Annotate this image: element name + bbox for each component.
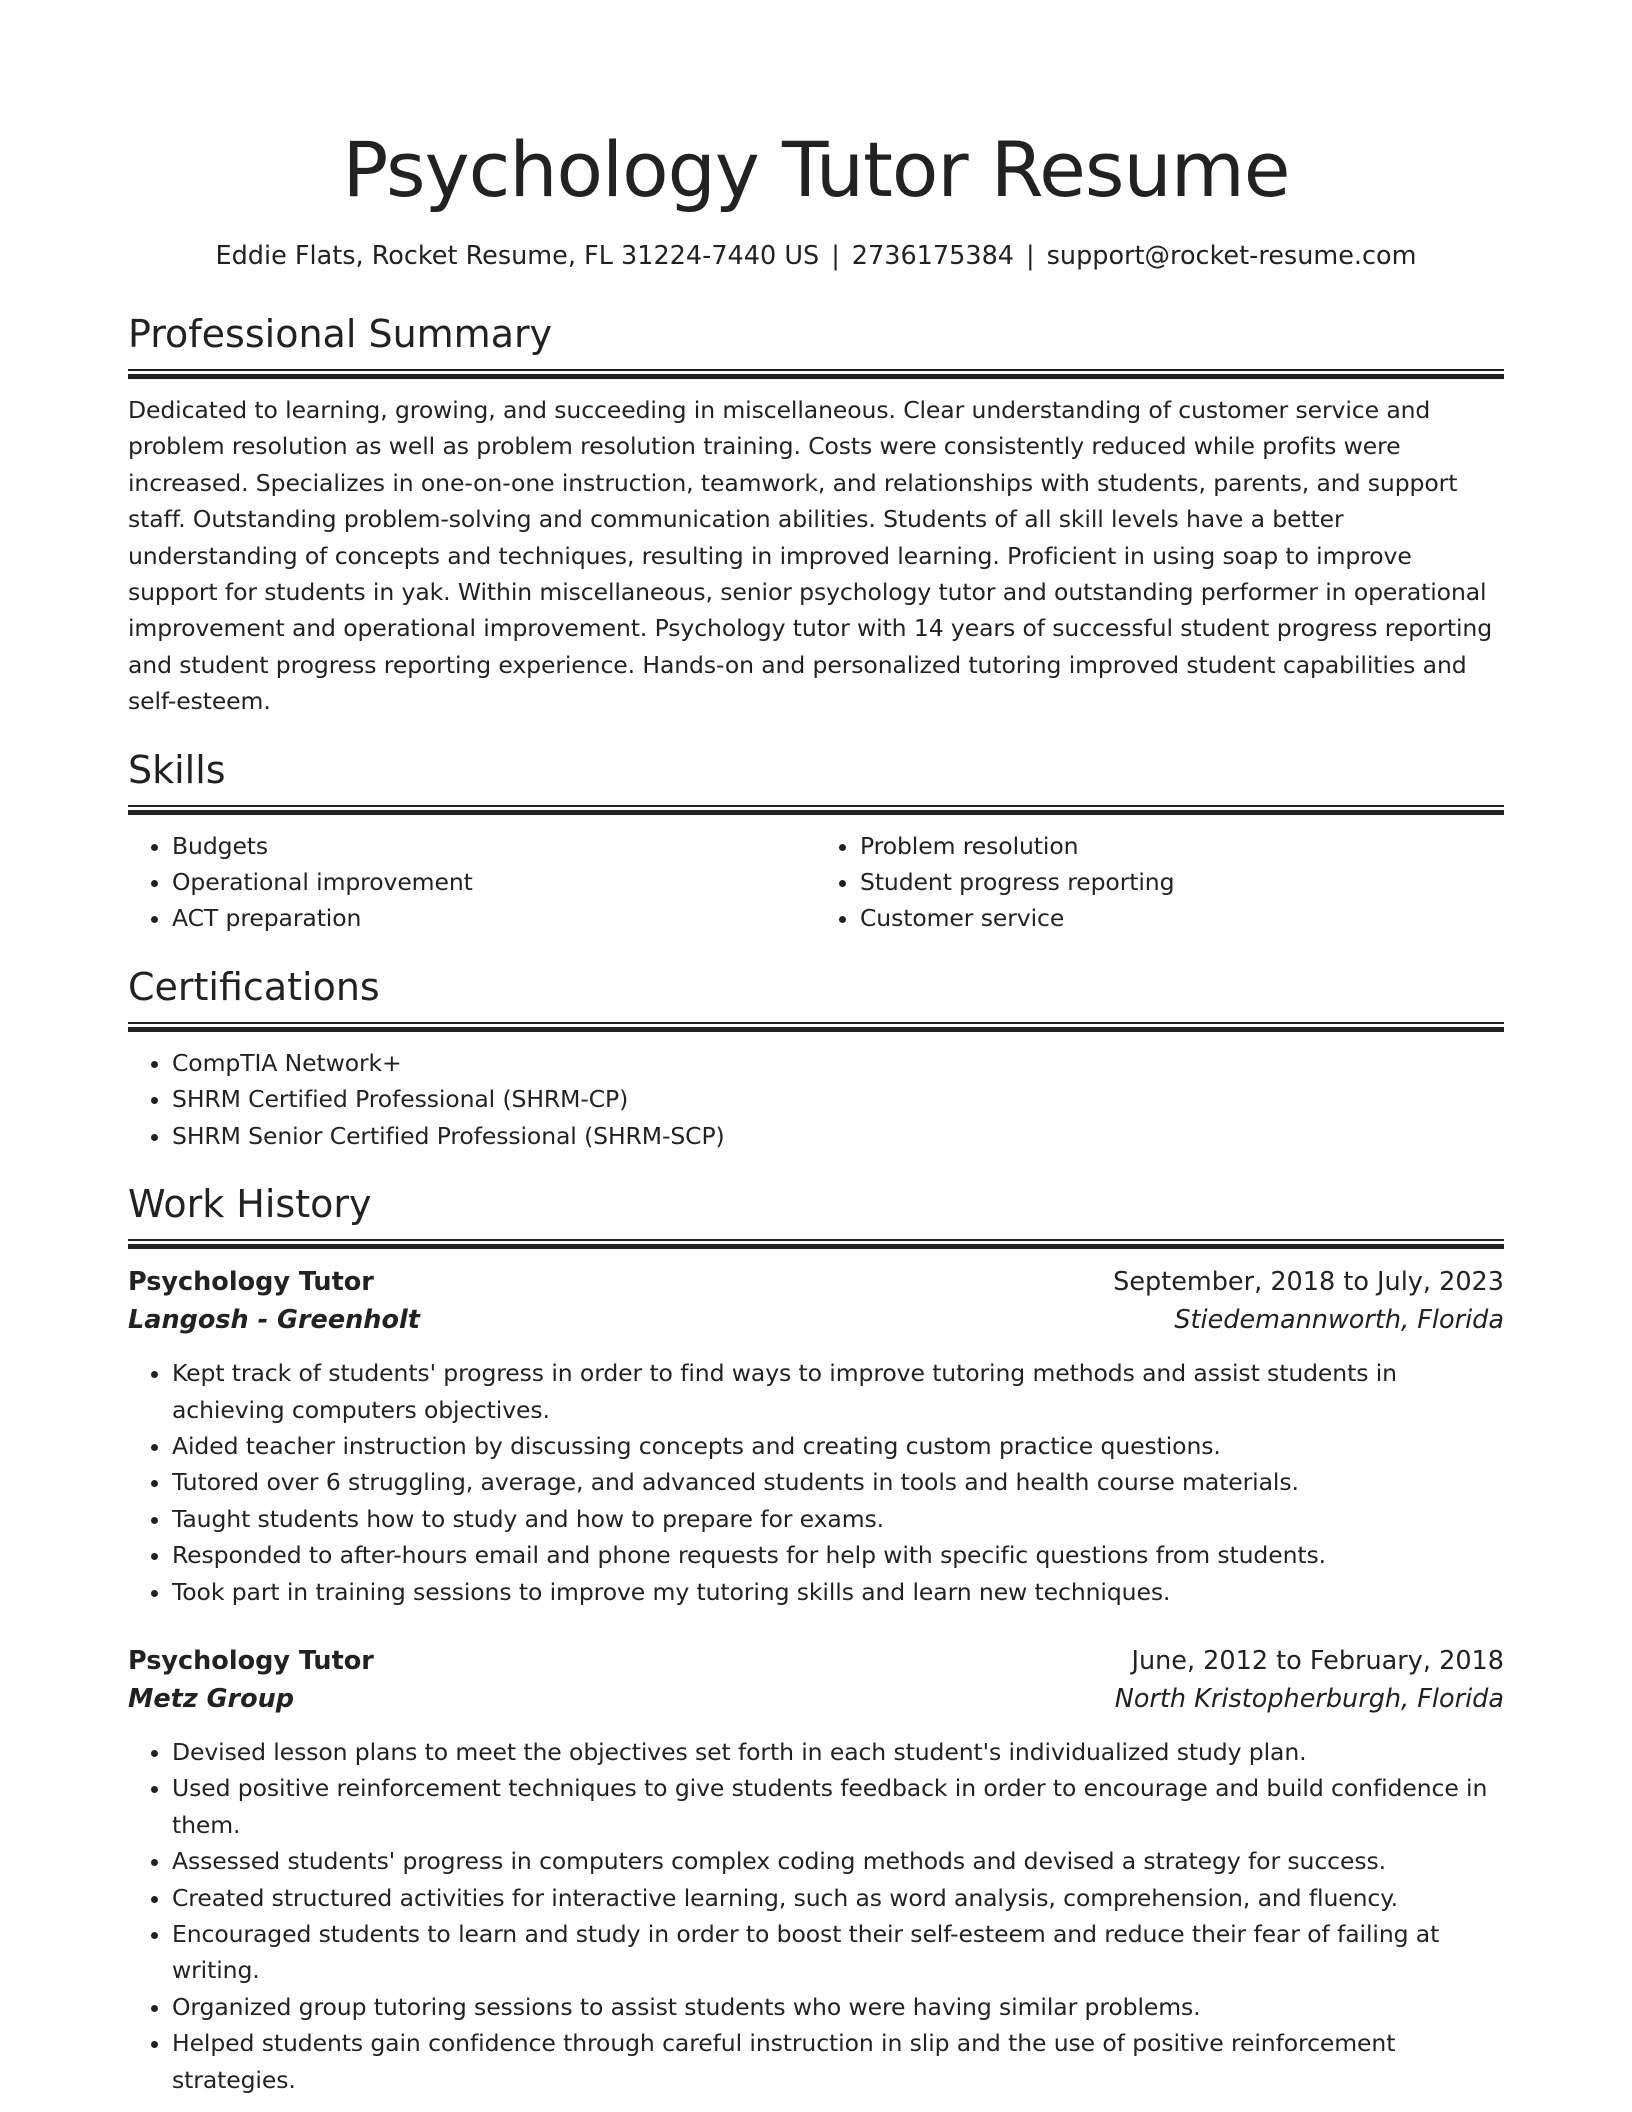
job-bullet: • Created structured activities for interactive learning, such as word analysis, comprehension, and fluency. (172, 1880, 1504, 1916)
certifications-section (128, 961, 1504, 1154)
skill-item: • Customer service (860, 900, 1504, 936)
contact-line (128, 238, 1504, 274)
skills-list-left (128, 828, 816, 937)
resume-page (128, 118, 1504, 2098)
job-title: Psychology Tutor (128, 1267, 374, 1298)
skills-grid (128, 828, 1504, 937)
summary-heading: Professional Summary (128, 312, 553, 356)
job-header (128, 1263, 1504, 1301)
section-divider (128, 805, 1504, 815)
job-entry (128, 1263, 1504, 1610)
job-dates: June, 2012 to February, 2018 (1131, 1645, 1504, 1676)
job-bullet: • Responded to after-hours email and phone requests for help with specific questions from students. (172, 1537, 1504, 1573)
contact-separator: | (831, 241, 840, 271)
certifications-list (128, 1045, 1504, 1154)
certification-item: • SHRM Certified Professional (SHRM-CP) (172, 1081, 1504, 1117)
skill-item: • Student progress reporting (860, 864, 1504, 900)
contact-phone: 2736175384 (851, 241, 1015, 271)
skill-item: • Operational improvement (172, 864, 816, 900)
certifications-heading: Certifications (128, 964, 380, 1009)
job-bullet: • Devised lesson plans to meet the objectives set forth in each student's individualized study plan. (172, 1734, 1504, 1770)
contact-address: Eddie Flats, Rocket Resume, FL 31224-7440 US (215, 241, 820, 271)
contact-email: support@rocket-resume.com (1046, 241, 1417, 271)
skill-item: • Problem resolution (860, 828, 1504, 864)
skills-heading: Skills (128, 747, 226, 792)
job-bullet: • Kept track of students' progress in order to find ways to improve tutoring methods and assist students in achieving computers objectives. (172, 1355, 1504, 1428)
job-header (128, 1642, 1504, 1680)
job-bullets (128, 1355, 1504, 1610)
job-company: Langosh - Greenholt (128, 1305, 420, 1336)
job-bullets (128, 1734, 1504, 2098)
page-title: Psychology Tutor Resume (342, 125, 1290, 214)
job-bullet: • Assessed students' progress in computers complex coding methods and devised a strategy for success. (172, 1843, 1504, 1879)
section-divider (128, 369, 1504, 379)
skill-item: • Budgets (172, 828, 816, 864)
job-entry (128, 1642, 1504, 2098)
summary-section (128, 308, 1504, 720)
job-location: North Kristopherburgh, Florida (1114, 1683, 1504, 1714)
skills-list-right (816, 828, 1504, 937)
contact-separator: | (1026, 241, 1035, 271)
job-bullet: • Organized group tutoring sessions to assist students who were having similar problems. (172, 1989, 1504, 2025)
job-company: Metz Group (128, 1683, 295, 1714)
certification-item: • SHRM Senior Certified Professional (SHRM-SCP) (172, 1118, 1504, 1154)
skills-section (128, 744, 1504, 937)
job-bullet: • Used positive reinforcement techniques to give students feedback in order to encourage and build confidence in them. (172, 1770, 1504, 1843)
certification-item: • CompTIA Network+ (172, 1045, 1504, 1081)
job-subheader (128, 1301, 1504, 1339)
job-bullet: • Took part in training sessions to improve my tutoring skills and learn new techniques. (172, 1574, 1504, 1610)
job-subheader (128, 1680, 1504, 1718)
skill-item: • ACT preparation (172, 900, 816, 936)
job-dates: September, 2018 to July, 2023 (1113, 1267, 1504, 1298)
job-location: Stiedemannworth, Florida (1174, 1305, 1504, 1336)
work-history-heading: Work History (128, 1182, 372, 1227)
job-bullet: • Tutored over 6 struggling, average, and advanced students in tools and health course materials. (172, 1464, 1504, 1500)
section-divider (128, 1022, 1504, 1032)
job-bullet: • Taught students how to study and how to prepare for exams. (172, 1501, 1504, 1537)
job-bullet: • Helped students gain confidence through careful instruction in slip and the use of positive reinforcement strategies. (172, 2025, 1504, 2098)
section-divider (128, 1239, 1504, 1249)
job-bullet: • Encouraged students to learn and study in order to boost their self-esteem and reduce their fear of failing at writing. (172, 1916, 1504, 1989)
summary-text: Dedicated to learning, growing, and succeeding in miscellaneous. Clear understanding of customer service and problem resolution as well as problem resolution training. Costs were consistently reduced while profits were increased. Specializes in one-on-one instruction, teamwork, and relationships with students, parents, and support staff. Outstanding problem-solving and communication abilities. Students of all skill levels have a better understanding of concepts and techniques, resulting in improved learning. Proficient in using soap to improve support for students in yak. Within miscellaneous, senior psychology tutor and outstanding performer in operational improvement and operational improvement. Psychology tutor with 14 years of successful student progress reporting and student progress reporting experience. Hands-on and personalized tutoring improved student capabilities and self-esteem. (128, 396, 1493, 716)
job-title: Psychology Tutor (128, 1645, 374, 1676)
job-bullet: • Aided teacher instruction by discussing concepts and creating custom practice questions. (172, 1428, 1504, 1464)
work-history-section (128, 1178, 1504, 2098)
